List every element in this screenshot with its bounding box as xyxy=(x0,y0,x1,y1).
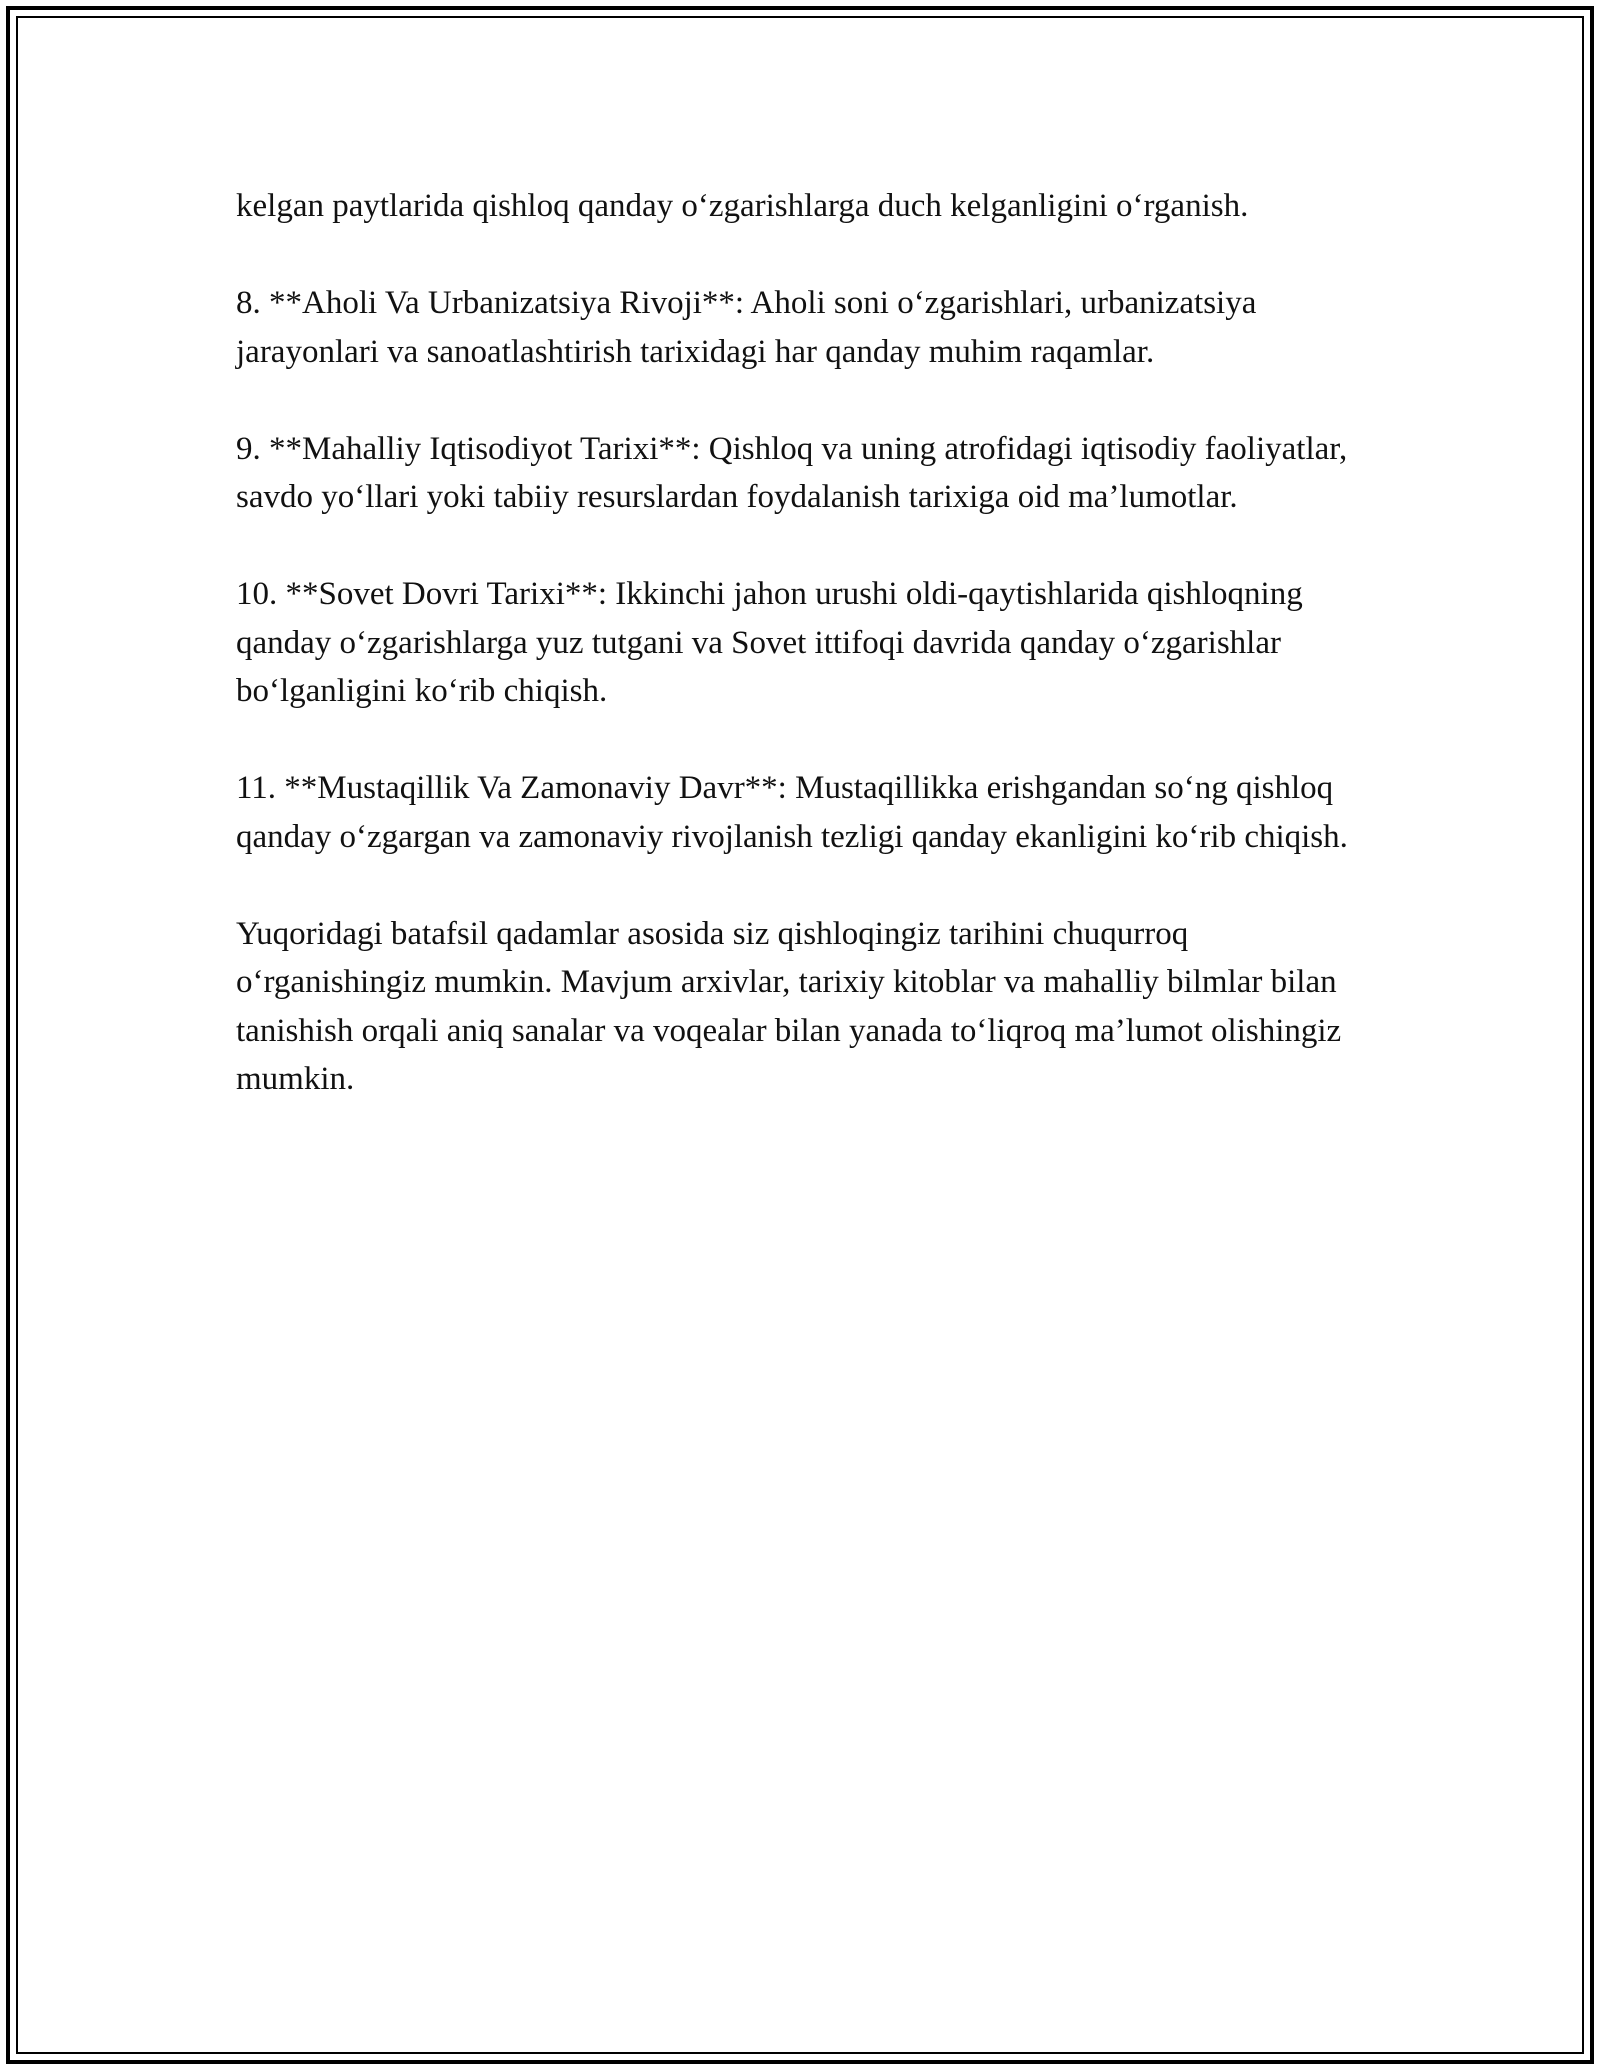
paragraph-item-10: 10. **Sovet Dovri Tarixi**: Ikkinchi jahon urushi oldi-qaytishlarida qishloqning qanday o‘zgarishlarga yuz tutgani va Sovet ittifoqi davrida qanday o‘zgarishlar bo‘lganligini ko‘rib chiqish. xyxy=(236,576,1303,709)
paragraph-item-9: 9. **Mahalliy Iqtisodiyot Tarixi**: Qishloq va uning atrofidagi iqtisodiy faoliyatlar, savdo yo‘llari yoki tabiiy resurslardan foydalanish tarixiga oid ma’lumotlar. xyxy=(236,430,1348,515)
paragraph-conclusion: Yuqoridagi batafsil qadamlar asosida siz qishloqingiz tarihini chuqurroq o‘rganishingiz mumkin. Mavjum arxivlar, tarixiy kitoblar va mahalliy bilmlar bilan tanishish orqali aniq sanalar va voqealar bilan yanada to‘liqroq ma’lumot olishingiz mumkin. xyxy=(236,915,1342,1097)
paragraph-continuation: kelgan paytlarida qishloq qanday o‘zgarishlarga duch kelganligini o‘rganish. xyxy=(236,188,1249,224)
document-body xyxy=(236,182,1386,1152)
paragraph-item-11: 11. **Mustaqillik Va Zamonaviy Davr**: Mustaqillikka erishgandan so‘ng qishloq qanday o‘zgargan va zamonaviy rivojlanish tezligi qanday ekanligini ko‘rib chiqish. xyxy=(236,770,1348,855)
paragraph-item-8: 8. **Aholi Va Urbanizatsiya Rivoji**: Aholi soni o‘zgarishlari, urbanizatsiya jarayonlari va sanoatlashtirish tarixidagi har qanday muhim raqamlar. xyxy=(236,285,1257,370)
